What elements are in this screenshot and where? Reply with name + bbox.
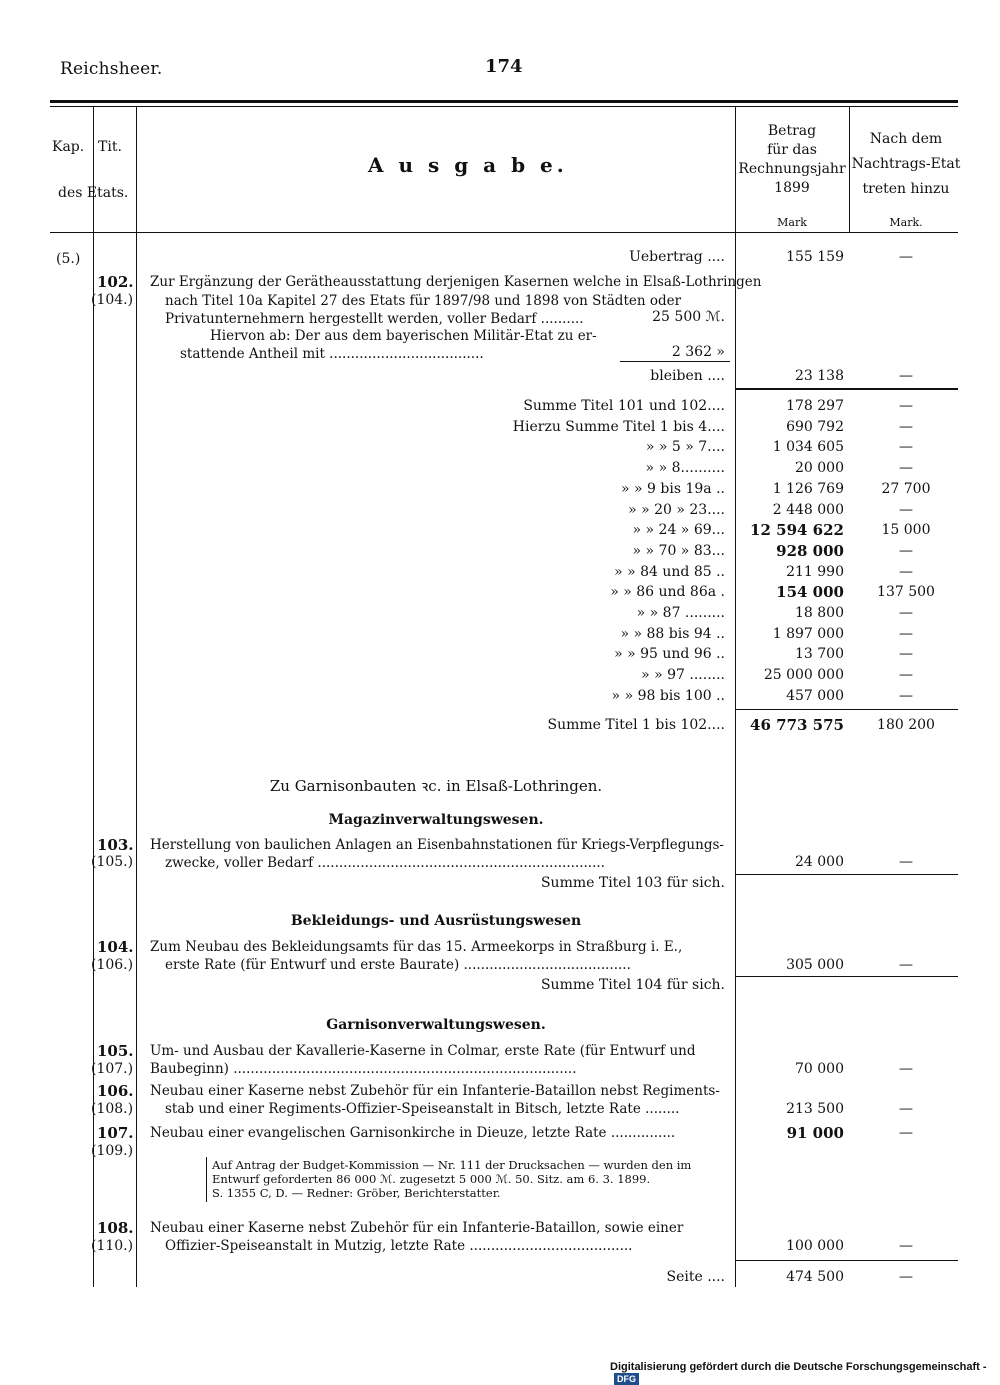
sum-rule [736,388,958,390]
header-ausgabe: A u s g a b e. [368,153,568,177]
tit-104-old: (106.) [91,957,134,973]
tit-103-old: (105.) [91,854,134,870]
tit-108-old: (110.) [91,1238,134,1254]
tit-102-line: Zur Ergänzung der Gerätheausstattung derjenigen Kasernen welche in Elsaß-Lothringen [150,274,762,290]
sub-heading-magazin: Magazinverwaltungswesen. [328,812,544,828]
dfg-logo-icon: DFG [614,1373,639,1385]
header-nach-unit: Mark. [889,216,923,229]
summe-row-label: » » 24 » 69... [632,522,725,538]
summe-row-label: » » 87 ......... [636,605,725,621]
summe-row-label: » » 5 » 7.... [645,439,725,455]
tit-108-betrag: 100 000 [786,1238,844,1254]
tit-107-line: Neubau einer evangelischen Garnisonkirche in Dieuze, letzte Rate ............... [150,1125,676,1141]
summe-row-label: » » 20 » 23.... [628,502,725,518]
header-betrag-line: Rechnungsjahr [738,161,846,177]
tit-102-old: (104.) [91,292,134,308]
header-des-etats: des Etats. [58,185,129,201]
header-nach-line: Nach dem [869,131,943,147]
seite-nach: — [899,1269,913,1285]
summe-row-nach: — [899,398,913,414]
summe-row-betrag: 690 792 [786,419,844,435]
tit-102-amount1: 25 500 ℳ. [652,309,725,325]
header-nach-line: treten hinzu [862,181,950,197]
summe-row-nach: — [899,646,913,662]
col-divider-betrag [849,107,850,233]
summe-row-nach: — [899,460,913,476]
tit-108: 108. [97,1219,134,1237]
tit-102: 102. [97,273,134,291]
summe-total-label: Summe Titel 1 bis 102.... [547,717,725,733]
tit-105-nach: — [899,1061,913,1077]
summe-row-label: » » 86 und 86a . [610,584,725,600]
sub-heading-bekleidung: Bekleidungs- und Ausrüstungswesen [290,913,582,929]
header-nach-line: Nachtrags-Etat [851,156,961,172]
total-rule [736,709,958,710]
tit-107-note [212,1158,691,1200]
summe-row-nach: — [899,564,913,580]
top-rule-thick [50,100,958,103]
summe-row-betrag: 25 000 000 [763,667,844,683]
summe-row-betrag: 2 448 000 [772,502,844,518]
kapitel-number: (5.) [56,251,81,267]
footer-text: Digitalisierung gefördert durch die Deutsche Forschungsgemeinschaft - [610,1361,987,1373]
summe-row-nach: — [899,688,913,704]
tit-104-nach: — [899,957,913,973]
summe-row-nach: — [899,605,913,621]
header-tit: Tit. [98,139,122,155]
uebertrag-label: Uebertrag .... [629,249,725,265]
tit-104-betrag: 305 000 [786,957,844,973]
note-line: Entwurf geforderten 86 000 ℳ. zugesetzt 5 000 ℳ. 50. Sitz. am 6. 3. 1899. [212,1172,651,1186]
tit-102-amount2: 2 362 » [671,344,725,360]
sub-heading-garnison: Garnisonverwaltungswesen. [326,1017,546,1033]
bleiben-label: bleiben .... [650,368,725,384]
summe-row-label: Hierzu Summe Titel 1 bis 4.... [512,419,725,435]
summe-row-betrag: 1 897 000 [772,626,844,642]
summe-row-nach: — [899,667,913,683]
tit-104-line: Zum Neubau des Bekleidungsamts für das 15. Armeekorps in Straßburg i. E., [150,939,683,955]
bleiben-nach: — [899,368,913,384]
tit-102-line: stattende Antheil mit .................................... [180,346,484,362]
summe-row-betrag: 457 000 [786,688,844,704]
summe-row-nach: — [899,626,913,642]
summe-row-betrag: 18 800 [795,605,844,621]
summe-total-nach: 180 200 [877,717,935,733]
header-betrag-line: Betrag [767,123,817,139]
summe-row-nach: 15 000 [881,522,931,538]
summe-row-betrag: 20 000 [795,460,844,476]
tit-106-nach: — [899,1101,913,1117]
summe-row-betrag: 178 297 [786,398,844,414]
summe-row-betrag: 1 034 605 [772,439,844,455]
footer-credit [610,1361,1000,1385]
summe-row-label: Summe Titel 101 und 102.... [523,398,725,414]
section-heading: Zu Garnisonbauten ꝛc. in Elsaß-Lothringen. [269,777,603,795]
summe-row-betrag: 1 126 769 [772,481,844,497]
note-line: S. 1355 C, D. — Redner: Gröber, Berichterstatter. [212,1186,501,1200]
summe-row-label: » » 70 » 83... [632,543,725,559]
tit-108-line: Neubau einer Kaserne nebst Zubehör für ein Infanterie-Bataillon, sowie einer [150,1220,684,1236]
tit-106-line: stab und einer Regiments-Offizier-Speiseanstalt in Bitsch, letzte Rate ........ [165,1101,680,1117]
tit-106-line: Neubau einer Kaserne nebst Zubehör für ein Infanterie-Bataillon nebst Regiments- [150,1083,720,1099]
tit-106-old: (108.) [91,1101,134,1117]
tit-102-line: nach Titel 10a Kapitel 27 des Etats für 1897/98 und 1898 von Städten oder [165,293,682,309]
seite-rule [736,1260,958,1261]
tit-107-betrag: 91 000 [786,1124,844,1142]
summe-row-label: » » 98 bis 100 .. [611,688,725,704]
summe-row-label: » » 9 bis 19a .. [621,481,725,497]
summe-row-nach: — [899,419,913,435]
tit-107-old: (109.) [91,1143,134,1159]
tit-105: 105. [97,1042,134,1060]
tit-104-line: erste Rate (für Entwurf und erste Baurate) ....................................... [165,957,631,973]
note-bracket [206,1157,207,1202]
tit-106: 106. [97,1082,134,1100]
header-betrag-unit: Mark [777,216,807,229]
uebertrag-nach: — [899,249,913,265]
tit-103-line: zwecke, voller Bedarf ................................................................... [165,855,605,871]
header-bottom-rule [50,232,958,233]
tit-105-betrag: 70 000 [795,1061,844,1077]
summe-row-label: » » 88 bis 94 .. [620,626,725,642]
rule-103 [736,874,958,875]
page-number: 174 [485,56,523,77]
tit-105-line: Baubeginn) ................................................................................ [150,1061,577,1077]
summe-row-betrag: 13 700 [795,646,844,662]
tit-102-line: Hiervon ab: Der aus dem bayerischen Militär-Etat zu er- [210,328,597,344]
tit-105-old: (107.) [91,1061,134,1077]
summe-row-nach: — [899,502,913,518]
summe-row-label: » » 95 und 96 .. [614,646,725,662]
tit-108-line: Offizier-Speiseanstalt in Mutzig, letzte Rate ...................................... [165,1238,633,1254]
header-betrag-line: für das [767,142,817,158]
note-line: Auf Antrag der Budget-Kommission — Nr. 111 der Drucksachen — wurden den im [212,1158,692,1172]
tit-108-nach: — [899,1238,913,1254]
summe-row-betrag: 154 000 [776,583,844,601]
tit-103-nach: — [899,854,913,870]
tit-103-line: Herstellung von baulichen Anlagen an Eisenbahnstationen für Kriegs-Verpflegungs- [150,837,724,853]
summe-row-nach: — [899,543,913,559]
tit-103-betrag: 24 000 [795,854,844,870]
tit-104-summe: Summe Titel 104 für sich. [540,977,725,993]
top-rule-thin [50,106,958,107]
header-betrag [737,122,847,198]
summe-row-nach: 137 500 [877,584,935,600]
header-kap: Kap. [52,139,85,155]
seite-label: Seite .... [666,1269,725,1285]
summe-row-betrag: 928 000 [776,542,844,560]
tit-107-nach: — [899,1125,913,1141]
summe-row-label: » » 8.......... [645,460,725,476]
summe-row-nach: — [899,439,913,455]
header-betrag-line: 1899 [774,180,810,196]
tit-103-summe: Summe Titel 103 für sich. [540,875,725,891]
col-divider-tit [136,107,137,1287]
bleiben-betrag: 23 138 [795,368,844,384]
tit-103: 103. [97,836,134,854]
rule-104 [736,976,958,977]
tit-106-betrag: 213 500 [786,1101,844,1117]
summe-total-betrag: 46 773 575 [750,716,844,734]
header-nach [851,127,961,202]
summe-row-label: » » 97 ........ [641,667,725,683]
tit-107: 107. [97,1124,134,1142]
seite-betrag: 474 500 [786,1269,844,1285]
tit-102-line: Privatunternehmern hergestellt werden, voller Bedarf .......... [165,311,584,327]
subtract-rule [620,361,730,362]
summe-row-nach: 27 700 [881,481,931,497]
tit-104: 104. [97,938,134,956]
uebertrag-betrag: 155 159 [786,249,844,265]
summe-row-label: » » 84 und 85 .. [614,564,725,580]
tit-105-line: Um- und Ausbau der Kavallerie-Kaserne in Colmar, erste Rate (für Entwurf und [150,1043,696,1059]
running-head: Reichsheer. [60,59,163,79]
summe-row-betrag: 211 990 [786,564,844,580]
summe-row-betrag: 12 594 622 [750,521,844,539]
